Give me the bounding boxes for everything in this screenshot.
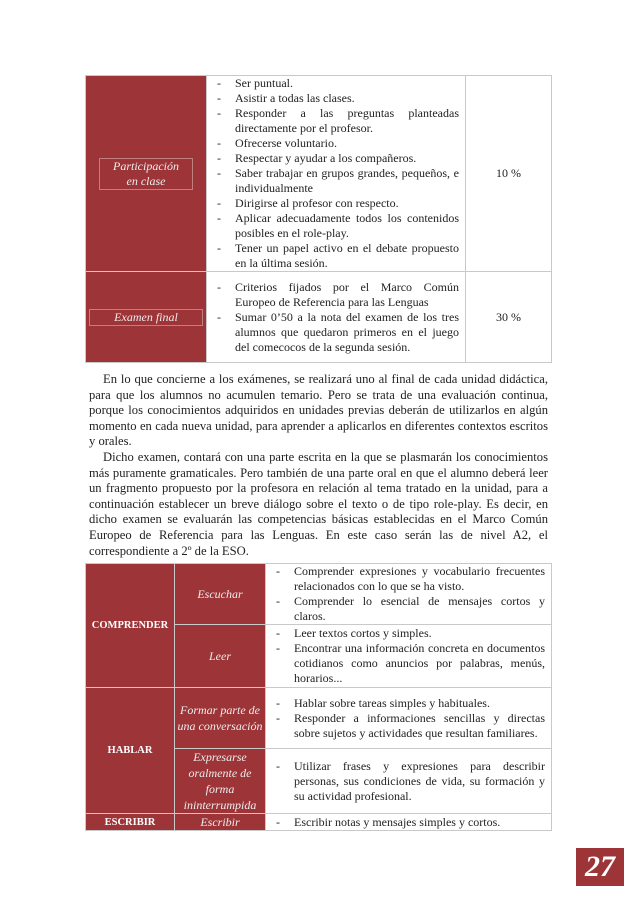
criteria-list bbox=[207, 280, 465, 355]
list-item: - Tener un papel activo en el debate propuesto en la última sesión. bbox=[235, 241, 459, 271]
section-escribir: ESCRIBIR bbox=[86, 814, 175, 831]
list-item: - Ser puntual. bbox=[235, 76, 459, 91]
list-item: - Escribir notas y mensajes simples y cortos. bbox=[294, 815, 545, 830]
section-hablar: HABLAR bbox=[86, 688, 175, 814]
competencies-table bbox=[85, 563, 552, 831]
list-item: - Aplicar adecuadamente todos los contenidos posibles en el role-play. bbox=[235, 211, 459, 241]
skill-items-cell bbox=[266, 688, 552, 749]
table-row bbox=[86, 814, 552, 831]
row-label: Examen final bbox=[89, 309, 203, 326]
row-label-cell bbox=[86, 272, 207, 363]
list-item: - Saber trabajar en grupos grandes, pequeños, e individualmente bbox=[235, 166, 459, 196]
list-item: - Leer textos cortos y simples. bbox=[294, 626, 545, 641]
paragraph: Dicho examen, contará con una parte escrita en la que se plasmarán los conocimientos más puramente gramaticales. Pero también de una parte oral en que el alumno deberá leer un fragmento propuesto por la profesora en relación al tema tratado en la unidad, para a continuación establecer un breve diálogo sobre el texto o de tipo role-play. Es decir, en dicho examen se evaluarán las competencias básicas establecidas en el Marco Común Europeo de Referencia para las Lenguas. En este caso serán las de nivel A2, el correspondiente a 2º de la ESO. bbox=[89, 449, 548, 558]
list-item: - Utilizar frases y expresiones para describir personas, sus condiciones de vida, su formación y su actividad profesional. bbox=[294, 759, 545, 804]
criteria-cell bbox=[207, 76, 466, 272]
criteria-cell bbox=[207, 272, 466, 363]
list-item: - Respectar y ayudar a los compañeros. bbox=[235, 151, 459, 166]
list-item: - Responder a las preguntas planteadas directamente por el profesor. bbox=[235, 106, 459, 136]
skill-items bbox=[266, 626, 551, 686]
section-comprender: COMPRENDER bbox=[86, 564, 175, 688]
list-item: - Dirigirse al profesor con respecto. bbox=[235, 196, 459, 211]
skill-items bbox=[266, 815, 551, 830]
list-item: - Sumar 0’50 a la nota del examen de los tres alumnos que quedaron primeros en el juego del comecocos de la segunda sesión. bbox=[235, 310, 459, 355]
skill-items-cell bbox=[266, 814, 552, 831]
skill-label: Escuchar bbox=[175, 564, 266, 625]
skill-items bbox=[266, 564, 551, 624]
list-item: - Comprender expresiones y vocabulario frecuentes relacionados con lo que se ha visto. bbox=[294, 564, 545, 594]
row-label: Participación en clase bbox=[99, 158, 193, 190]
skill-label: Expresarse oralmente de forma ininterrumpida bbox=[175, 749, 266, 814]
table-row bbox=[86, 76, 552, 272]
skill-items bbox=[266, 696, 551, 741]
list-item: - Criterios fijados por el Marco Común Europeo de Referencia para las Lenguas bbox=[235, 280, 459, 310]
percent-cell: 10 % bbox=[466, 76, 552, 272]
list-item: - Ofrecerse voluntario. bbox=[235, 136, 459, 151]
skill-label: Leer bbox=[175, 625, 266, 688]
skill-items-cell bbox=[266, 749, 552, 814]
table-row bbox=[86, 272, 552, 363]
skill-items-cell bbox=[266, 625, 552, 688]
row-label-cell bbox=[86, 76, 207, 272]
list-item: - Responder a informaciones sencillas y directas sobre sujetos y actividades que resultan familiares. bbox=[294, 711, 545, 741]
percent-cell: 30 % bbox=[466, 272, 552, 363]
criteria-list bbox=[207, 76, 465, 271]
list-item: - Comprender lo esencial de mensajes cortos y claros. bbox=[294, 594, 545, 624]
evaluation-criteria-table bbox=[85, 75, 552, 363]
body-text bbox=[89, 372, 548, 559]
list-item: - Encontrar una información concreta en documentos cotidianos como anuncios por palabras, menús, horarios... bbox=[294, 641, 545, 686]
table-row bbox=[86, 688, 552, 749]
skill-label: Escribir bbox=[175, 814, 266, 831]
skill-label: Formar parte de una conversación bbox=[175, 688, 266, 749]
table-row bbox=[86, 564, 552, 625]
skill-items bbox=[266, 759, 551, 804]
skill-items-cell bbox=[266, 564, 552, 625]
page-number: 27 bbox=[576, 848, 624, 886]
list-item: - Asistir a todas las clases. bbox=[235, 91, 459, 106]
paragraph: En lo que concierne a los exámenes, se realizará uno al final de cada unidad didáctica, para que los alumnos no acumulen temario. Pero se trata de una evaluación continua, porque los conocimientos adquiridos en unidades previas deberán de utilizarlos en algún momento en cada nueva unidad, para aprender a aplicarlos en diferentes contextos escritos y orales. bbox=[89, 372, 548, 449]
list-item: - Hablar sobre tareas simples y habituales. bbox=[294, 696, 545, 711]
